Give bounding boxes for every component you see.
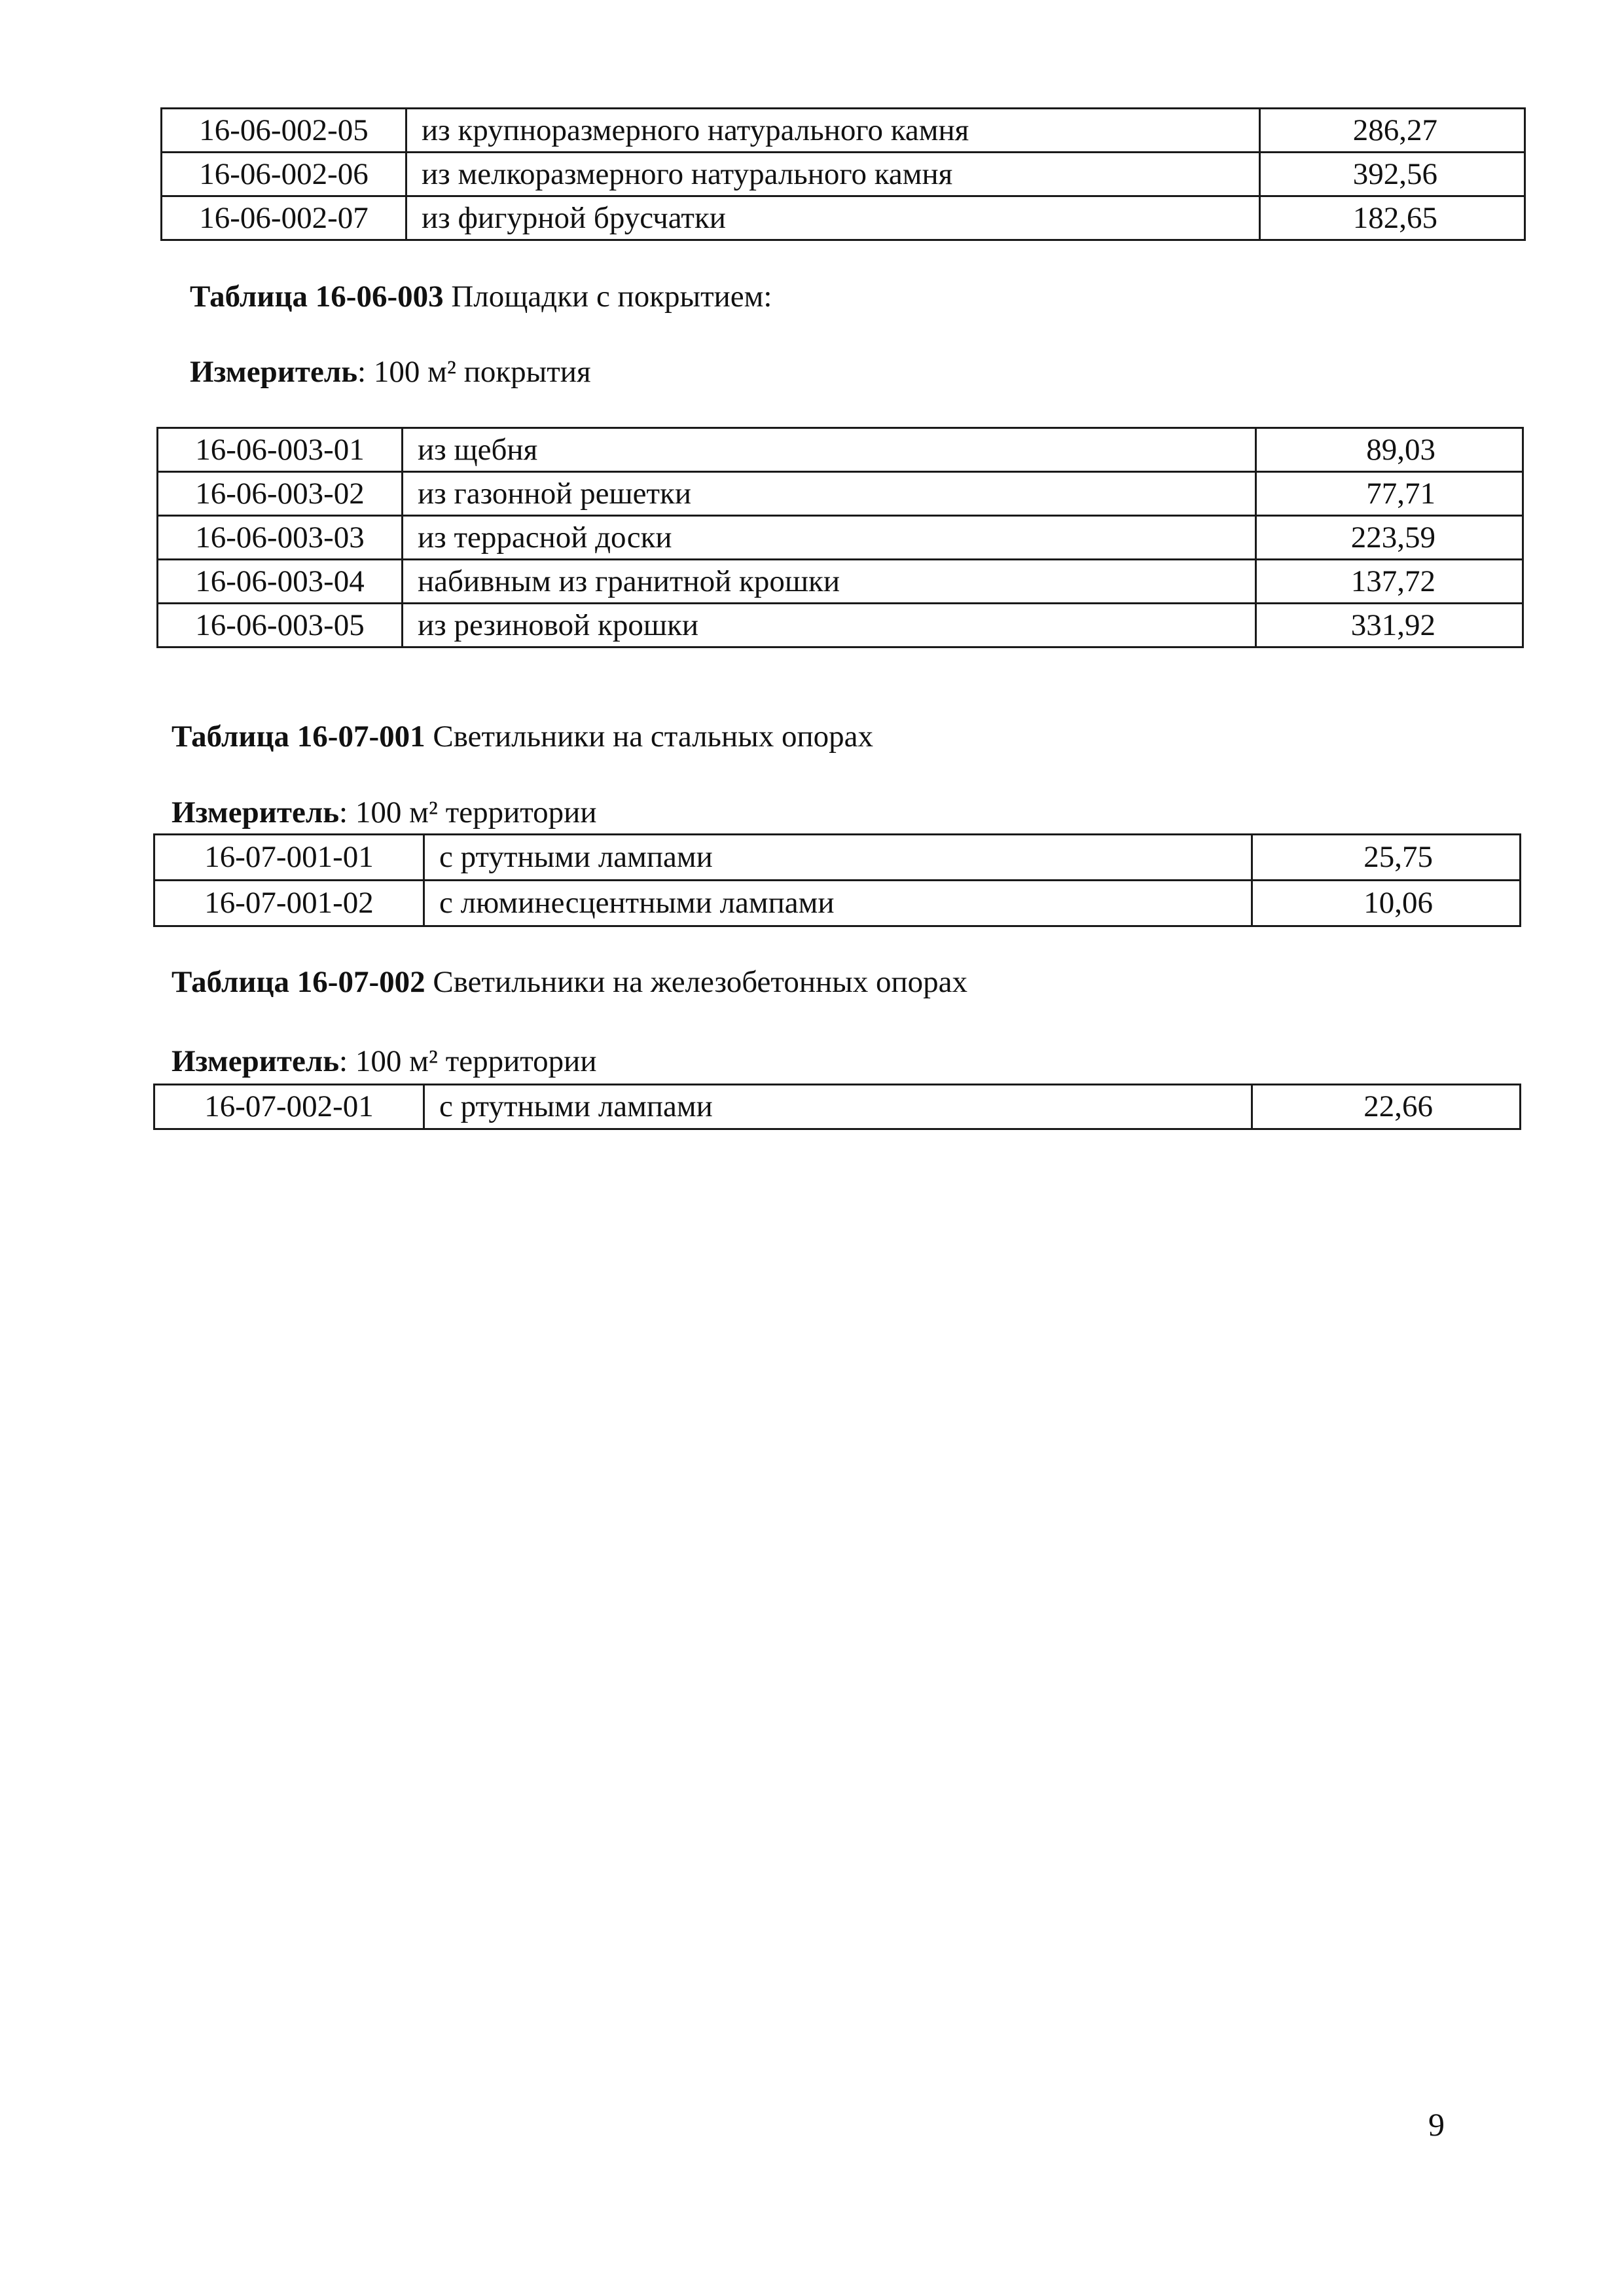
unit-text: : 100 м² территории [339,1044,597,1078]
unit-line-16-06-003 [190,357,591,388]
code-cell: 16-07-001-01 [154,835,424,881]
value-cell: 286,27 [1260,109,1525,153]
code-cell: 16-06-002-05 [162,109,406,153]
value-cell: 223,59 [1256,516,1523,560]
value-cell: 22,66 [1252,1085,1521,1129]
description-cell: из газонной решетки [403,472,1256,516]
unit-line-16-07-002 [171,1046,596,1077]
table-row [158,472,1523,516]
table-heading-label: Таблица 16-06-003 [190,280,444,314]
description-cell: из крупноразмерного натурального камня [406,109,1260,153]
code-cell: 16-06-003-02 [158,472,403,516]
table-row [158,604,1523,647]
table-heading-text: Площадки с покрытием: [443,280,772,314]
unit-label: Измеритель [171,1044,340,1078]
code-cell: 16-06-002-06 [162,153,406,196]
table-row [154,881,1521,926]
table-heading-label: Таблица 16-07-001 [171,720,425,754]
table-row [158,516,1523,560]
unit-text: : 100 м² территории [339,795,597,829]
code-cell: 16-07-002-01 [154,1085,424,1129]
unit-label: Измеритель [171,795,340,829]
description-cell: с ртутными лампами [424,1085,1252,1129]
rates-table-16-07-001 [153,833,1521,927]
table-row [154,835,1521,881]
value-cell: 10,06 [1252,881,1521,926]
value-cell: 89,03 [1256,428,1523,472]
page-number: 9 [1428,2106,1445,2143]
table-row [158,560,1523,604]
table-heading-text: Светильники на железобетонных опорах [425,965,967,999]
value-cell: 137,72 [1256,560,1523,604]
table-row [162,153,1525,196]
code-cell: 16-06-003-04 [158,560,403,604]
description-cell: из щебня [403,428,1256,472]
description-cell: из резиновой крошки [403,604,1256,647]
rates-table-16-06-003 [156,427,1524,648]
table-heading-16-07-002 [171,967,967,998]
table-row [162,196,1525,240]
description-cell: из мелкоразмерного натурального камня [406,153,1260,196]
code-cell: 16-07-001-02 [154,881,424,926]
table-row [158,428,1523,472]
table-row [154,1085,1521,1129]
description-cell: с люминесцентными лампами [424,881,1252,926]
code-cell: 16-06-003-05 [158,604,403,647]
value-cell: 392,56 [1260,153,1525,196]
description-cell: с ртутными лампами [424,835,1252,881]
unit-text: : 100 м² покрытия [357,355,591,389]
value-cell: 331,92 [1256,604,1523,647]
description-cell: набивным из гранитной крошки [403,560,1256,604]
code-cell: 16-06-002-07 [162,196,406,240]
rates-table-16-07-002 [153,1084,1521,1130]
code-cell: 16-06-003-01 [158,428,403,472]
description-cell: из фигурной брусчатки [406,196,1260,240]
rates-table-16-06-002 [160,107,1526,241]
unit-label: Измеритель [190,355,358,389]
table-heading-text: Светильники на стальных опорах [425,720,873,754]
value-cell: 182,65 [1260,196,1525,240]
value-cell: 25,75 [1252,835,1521,881]
description-cell: из террасной доски [403,516,1256,560]
value-cell: 77,71 [1256,472,1523,516]
table-heading-16-07-001 [171,721,873,752]
unit-line-16-07-001 [171,797,596,828]
table-heading-16-06-003 [190,282,772,312]
table-row [162,109,1525,153]
code-cell: 16-06-003-03 [158,516,403,560]
table-heading-label: Таблица 16-07-002 [171,965,425,999]
